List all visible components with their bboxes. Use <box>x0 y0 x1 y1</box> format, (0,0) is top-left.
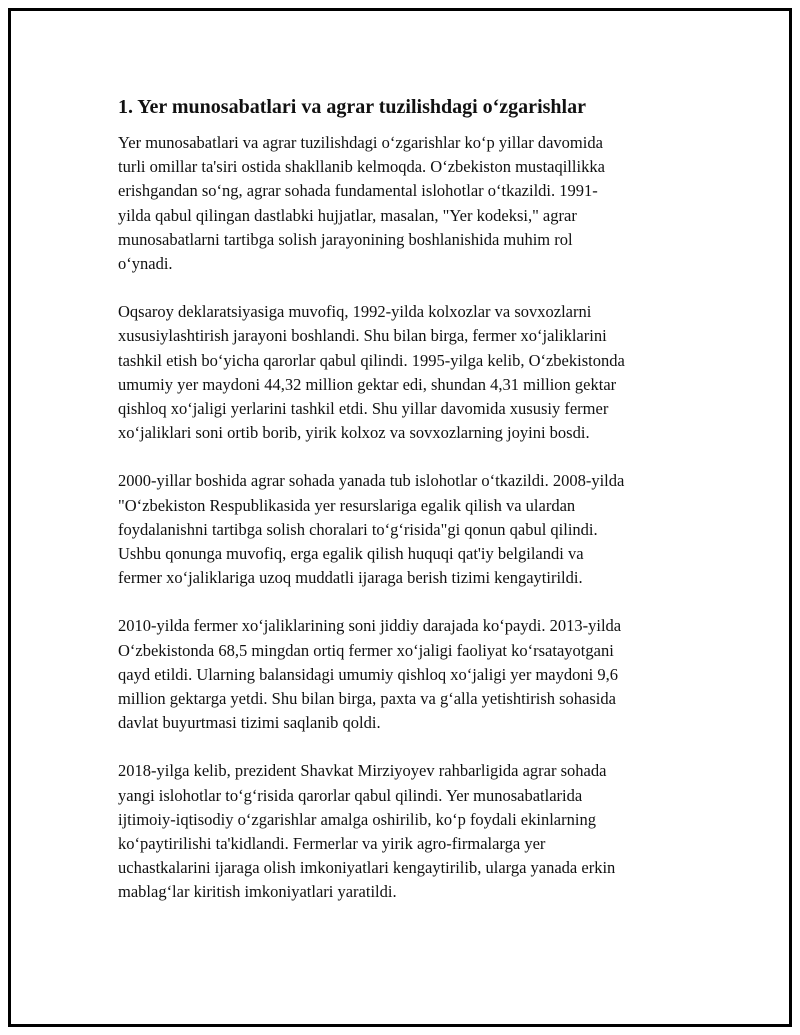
text-line: foydalanishni tartibga solish choralari to‘g‘risida"gi qonun qabul qilindi. <box>118 519 598 539</box>
text-line: yangi islohotlar to‘g‘risida qarorlar qabul qilindi. Yer munosabatlarida <box>118 785 583 805</box>
text-line: "O‘zbekiston Respublikasida yer resurslariga egalik qilish va ulardan <box>118 495 576 515</box>
text-line: o‘ynadi. <box>118 254 173 274</box>
text-line: 2010-yilda fermer xo‘jaliklarining soni jiddiy darajada ko‘paydi. 2013-yilda <box>118 616 622 636</box>
text-line: erishgandan so‘ng, agrar sohada fundamental islohotlar o‘tkazildi. 1991- <box>118 181 598 201</box>
paragraph-list <box>118 131 688 905</box>
text-line: tashkil etish bo‘yicha qarorlar qabul qilindi. 1995-yilga kelib, O‘zbekistonda <box>118 350 625 370</box>
paragraph <box>118 469 688 590</box>
text-line: ko‘paytirilishi ta'kidlandi. Fermerlar va yirik agro-firmalarga yer <box>118 834 546 854</box>
text-line: million gektarga yetdi. Shu bilan birga, paxta va g‘alla yetishtirish sohasida <box>118 689 616 709</box>
text-line: mablag‘lar kiritish imkoniyatlari yaratildi. <box>118 882 397 902</box>
text-line: Ushbu qonunga muvofiq, erga egalik qilish huquqi qat'iy belgilandi va <box>118 544 584 564</box>
text-line: ijtimoiy-iqtisodiy o‘zgarishlar amalga oshirilib, ko‘p foydali ekinlarning <box>118 809 596 829</box>
text-line: fermer xo‘jaliklariga uzoq muddatli ijaraga berish tizimi kengaytirildi. <box>118 568 583 588</box>
text-line: xo‘jaliklari soni ortib borib, yirik kolxoz va sovxozlarning joyini bosdi. <box>118 423 590 443</box>
page-border <box>8 8 792 1027</box>
text-line: turli omillar ta'siri ostida shakllanib kelmoqda. O‘zbekiston mustaqillikka <box>118 157 605 177</box>
text-line: uchastkalarini ijaraga olish imkoniyatlari kengaytirilib, ularga yanada erkin <box>118 858 616 878</box>
text-line: Yer munosabatlari va agrar tuzilishdagi o‘zgarishlar ko‘p yillar davomida <box>118 133 603 152</box>
text-line: davlat buyurtmasi tizimi saqlanib qoldi. <box>118 713 381 733</box>
document-body <box>118 95 688 929</box>
text-line: xususiylashtirish jarayoni boshlandi. Shu bilan birga, fermer xo‘jaliklarini <box>118 326 607 346</box>
text-line: qayd etildi. Ularning balansidagi umumiy qishloq xo‘jaligi yer maydoni 9,6 <box>118 664 618 684</box>
paragraph <box>118 759 688 904</box>
text-line: qishloq xo‘jaligi yerlarini tashkil etdi. Shu yillar davomida xususiy fermer <box>118 399 609 419</box>
paragraph <box>118 300 688 445</box>
text-line: O‘zbekistonda 68,5 mingdan ortiq fermer xo‘jaligi faoliyat ko‘rsatayotgani <box>118 640 614 660</box>
paragraph <box>118 131 688 276</box>
paragraph <box>118 614 688 735</box>
section-heading: 1. Yer munosabatlari va agrar tuzilishdagi o‘zgarishlar <box>118 96 586 118</box>
text-line: yilda qabul qilingan dastlabki hujjatlar, masalan, "Yer kodeksi," agrar <box>118 205 577 225</box>
text-line: munosabatlarni tartibga solish jarayonining boshlanishida muhim rol <box>118 229 573 249</box>
text-line: 2000-yillar boshida agrar sohada yanada tub islohotlar o‘tkazildi. 2008-yilda <box>118 471 625 491</box>
text-line: Oqsaroy deklaratsiyasiga muvofiq, 1992-yilda kolxozlar va sovxozlarni <box>118 302 592 322</box>
text-line: 2018-yilga kelib, prezident Shavkat Mirziyoyev rahbarligida agrar sohada <box>118 761 607 781</box>
text-line: umumiy yer maydoni 44,32 million gektar edi, shundan 4,31 million gektar <box>118 374 617 394</box>
